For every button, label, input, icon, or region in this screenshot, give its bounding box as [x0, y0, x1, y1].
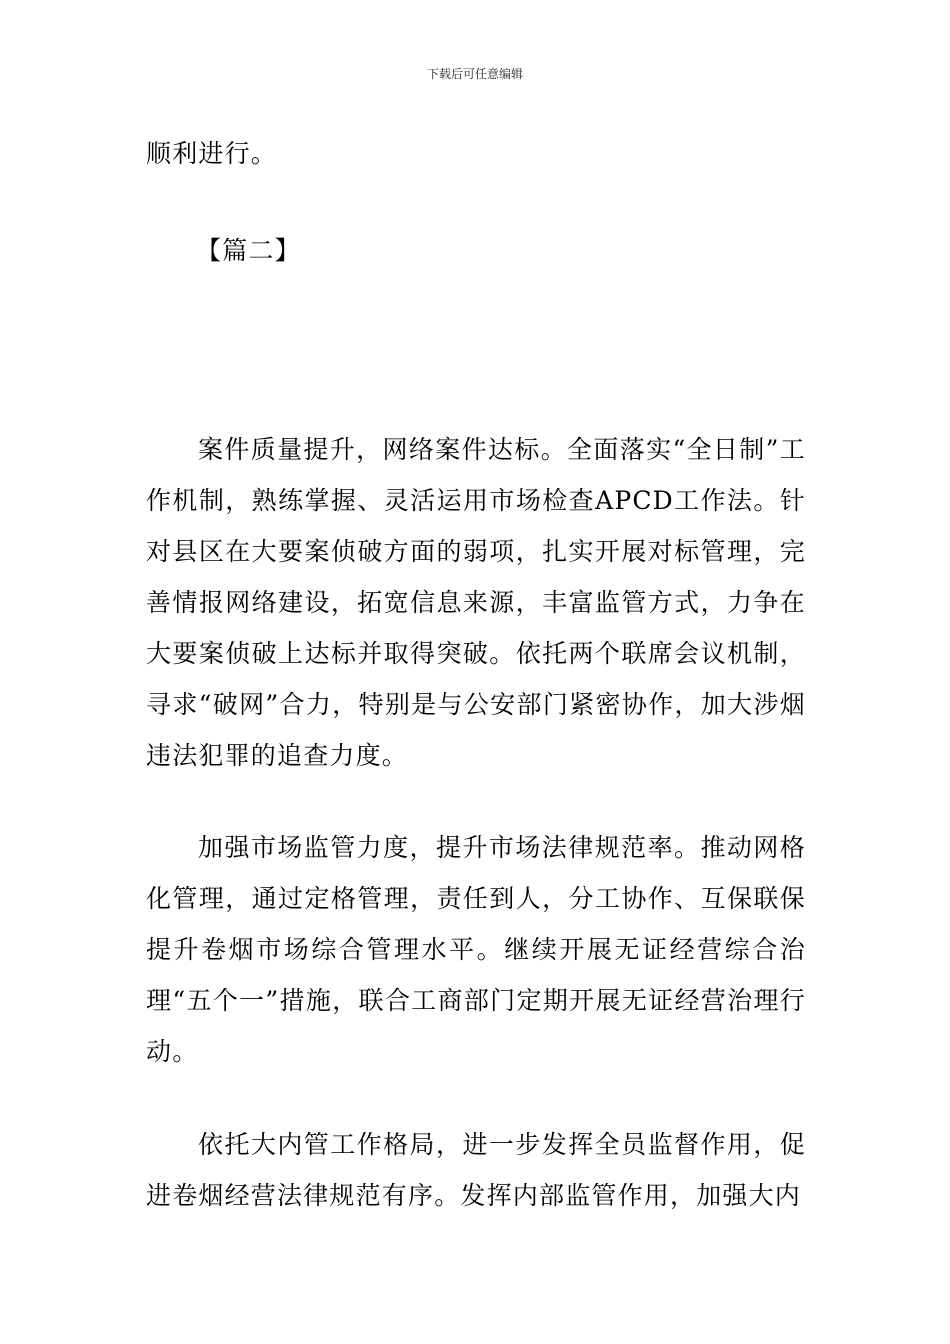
paragraph-market-supervision: 加强市场监管力度，提升市场法律规范率。推动网格化管理，通过定格管理，责任到人，分工协作、互保联保提升卷烟市场综合管理水平。继续开展无证经营综合治理“五个一”措施，联合工商部门定期开展无证经营治理行动。 [146, 833, 806, 1066]
page-header: 下载后可任意编辑 [426, 67, 523, 81]
paragraph-case-quality: 案件质量提升，网络案件达标。全面落实“全日制”工作机制，熟练掌握、灵活运用市场检查APCD工作法。针对县区在大要案侦破方面的弱项，扎实开展对标管理，完善情报网络建设，拓宽信息来源，丰富监管方式，力争在大要案侦破上达标并取得突破。依托两个联席会议机制，寻求“破网”合力，特别是与公安部门紧密协作，加大涉烟违法犯罪的追查力度。 [146, 435, 806, 770]
paragraph-continuation: 顺利进行。 [146, 139, 278, 168]
paragraph-internal-management: 依托大内管工作格局，进一步发挥全员监督作用，促进卷烟经营法律规范有序。发挥内部监管作用，加强大内 [146, 1130, 806, 1210]
section-heading: 【篇二】 [196, 236, 301, 265]
